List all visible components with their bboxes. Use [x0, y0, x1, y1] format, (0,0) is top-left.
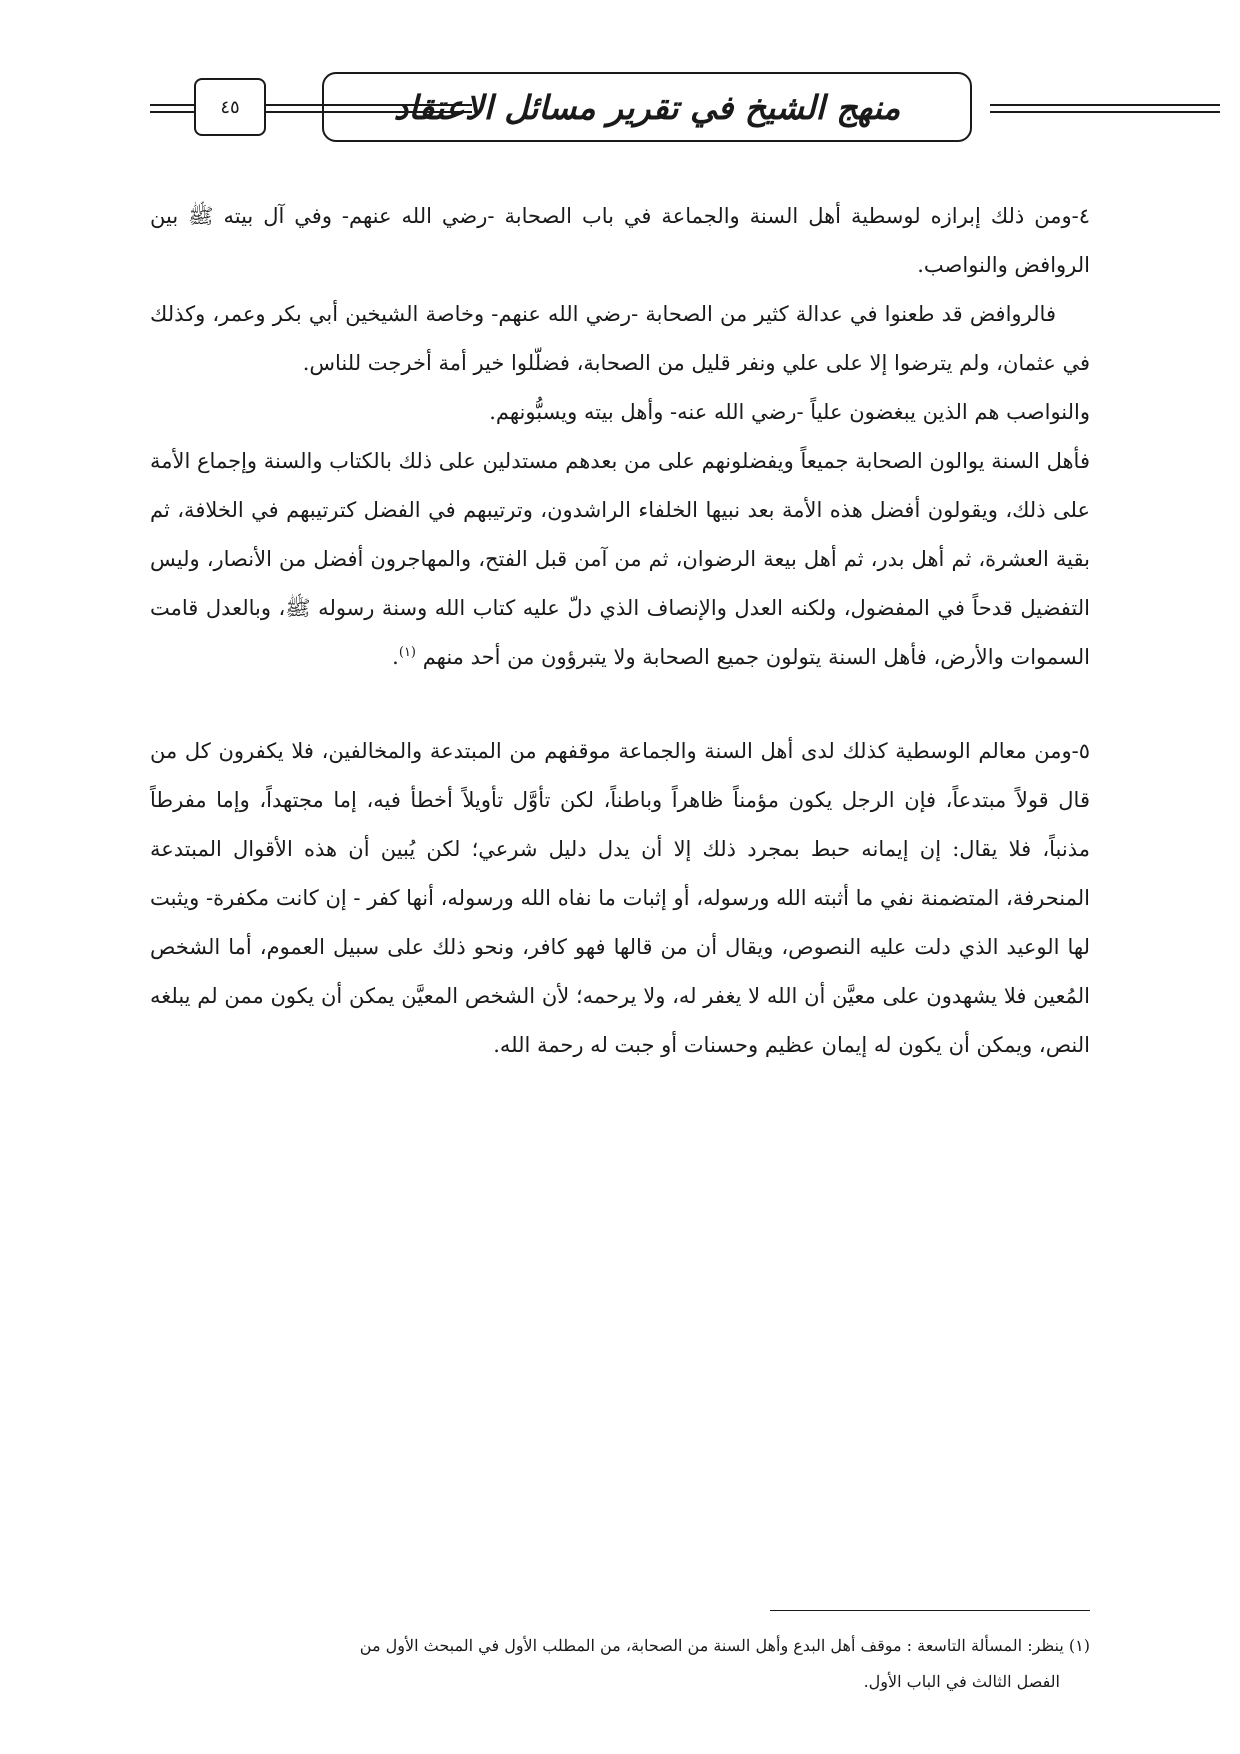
header-rule-middle: [262, 104, 472, 113]
paragraph-ahl-sunnah-text: فأهل السنة يوالون الصحابة جميعاً ويفضلونهم على من بعدهم مستدلين على ذلك بالكتاب والسنة وإجماع الأمة على ذلك، ويقولون أفضل هذه الأمة بعد نبيها الخلفاء الراشدون، وترتيبهم في الفضل كترتيبهم في الخلافة، ثم بقية العشرة، ثم أهل بدر، ثم أهل بيعة الرضوان، ثم من آمن قبل الفتح، والمهاجرون أفضل من الأنصار، وليس التفضيل قدحاً في المفضول، ولكنه العدل والإنصاف الذي دلّ عليه كتاب الله وسنة رسوله ﷺ، وبالعدل قامت السموات والأرض، فأهل السنة يتولون جميع الصحابة ولا يتبرؤون من أحد منهم: [150, 449, 1090, 669]
footnote-line-1: (١) ينظر: المسألة التاسعة : موقف أهل البدع وأهل السنة من الصحابة، من المطلب الأول في المبحث الأول من: [359, 1636, 1090, 1655]
paragraph-nawasib: والنواصب هم الذين يبغضون علياً -رضي الله عنه- وأهل بيته ويسبُّونهم.: [489, 400, 1090, 424]
footnote-line-2: الفصل الثالث في الباب الأول.: [863, 1672, 1060, 1691]
footnote-reference[interactable]: (١): [398, 645, 416, 660]
paragraph-point-5: ٥-ومن معالم الوسطية كذلك لدى أهل السنة والجماعة موقفهم من المبتدعة والمخالفين، فلا يكفرون كل من قال قولاً مبتدعاً، فإن الرجل يكون مؤمناً ظاهراً وباطناً، لكن تأوَّل تأويلاً أخطأ فيه، إما مجتهداً، وإما مفرطاً مذنباً، فلا يقال: إن إيمانه حبط بمجرد ذلك إلا أن يدل دليل شرعي؛ لكن يُبين أن هذه الأقوال المبتدعة المنحرفة، المتضمنة نفي ما أثبته الله ورسوله، أو إثبات ما نفاه الله ورسوله، أنها كفر - إن كانت مكفرة- ويثبت لها الوعيد الذي دلت عليه النصوص، ويقال أن من قالها فهو كافر، ونحو ذلك على سبيل العموم، أما الشخص المُعين فلا يشهدون على معيَّن أن الله لا يغفر له، ولا يرحمه؛ لأن الشخص المعيَّن يمكن أن يكون ممن لم يبلغه النص، ويمكن أن يكون له إيمان عظيم وحسنات أو جبت له رحمة الله.: [150, 739, 1090, 1057]
page-number: ٤٥: [194, 78, 266, 136]
footnote: [150, 1628, 1090, 1700]
paragraph-rawafid: فالروافض قد طعنوا في عدالة كثير من الصحابة -رضي الله عنهم- وخاصة الشيخين أبي بكر وعمر، وكذلك في عثمان، ولم يترضوا إلا على علي ونفر قليل من الصحابة، فضلّلوا خير أمة أخرجت للناس.: [150, 302, 1090, 375]
paragraph-end-mark: .: [392, 645, 399, 669]
page-header: [150, 72, 1220, 142]
page-body: [150, 192, 1090, 1070]
footnote-separator: [770, 1610, 1090, 1611]
paragraph-point-4: ٤-ومن ذلك إبرازه لوسطية أهل السنة والجماعة في باب الصحابة -رضي الله عنهم- وفي آل بيته ﷺ بين الروافض والنواصب.: [150, 204, 1090, 277]
paragraph-ahl-sunnah: [150, 437, 1090, 682]
header-rule-left: [150, 104, 194, 113]
header-rule-right: [990, 104, 1220, 113]
running-title: منهج الشيخ في تقرير مسائل الاعتقاد: [322, 72, 972, 142]
